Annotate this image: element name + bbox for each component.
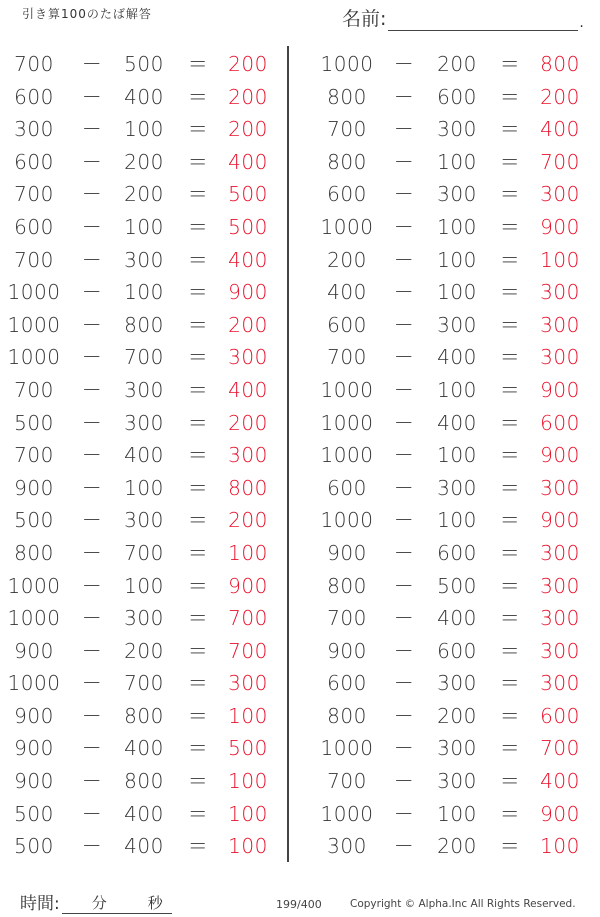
minus-sign: － [393, 377, 415, 402]
minuend: 500 [14, 508, 54, 533]
equals-sign: ＝ [499, 182, 521, 207]
subtrahend: 100 [124, 214, 164, 239]
answer: 300 [540, 606, 580, 631]
subtrahend: 700 [124, 345, 164, 370]
subtrahend: 300 [437, 182, 477, 207]
minuend: 1000 [320, 214, 374, 239]
minus-sign: － [81, 834, 103, 859]
answer: 100 [228, 540, 268, 565]
answer: 900 [540, 377, 580, 402]
minus-sign: － [393, 671, 415, 696]
equals-sign: ＝ [499, 540, 521, 565]
name-blank-line [388, 8, 578, 31]
time-label: 時間: [20, 894, 60, 914]
minus-sign: － [393, 149, 415, 174]
minus-sign: － [81, 769, 103, 794]
minuend: 1000 [7, 606, 61, 631]
minuend: 1000 [320, 410, 374, 435]
minuend: 900 [14, 769, 54, 794]
equals-sign: ＝ [187, 736, 209, 761]
equals-sign: ＝ [187, 443, 209, 468]
equals-sign: ＝ [187, 149, 209, 174]
equals-sign: ＝ [499, 769, 521, 794]
minuend: 900 [14, 736, 54, 761]
minuend: 1000 [7, 573, 61, 598]
equals-sign: ＝ [499, 475, 521, 500]
answer: 200 [228, 410, 268, 435]
subtrahend: 600 [437, 84, 477, 109]
minuend: 1000 [320, 736, 374, 761]
column-divider [287, 46, 289, 862]
equals-sign: ＝ [499, 247, 521, 272]
subtrahend: 700 [124, 540, 164, 565]
minuend: 1000 [320, 801, 374, 826]
subtrahend: 100 [437, 280, 477, 305]
subtrahend: 300 [124, 606, 164, 631]
subtrahend: 400 [124, 736, 164, 761]
answer: 400 [540, 769, 580, 794]
minus-sign: － [393, 280, 415, 305]
minus-sign: － [81, 801, 103, 826]
equals-sign: ＝ [499, 117, 521, 142]
answer: 300 [540, 280, 580, 305]
minuend: 1000 [7, 345, 61, 370]
equals-sign: ＝ [187, 182, 209, 207]
equals-sign: ＝ [499, 214, 521, 239]
subtrahend: 100 [437, 801, 477, 826]
answer: 100 [228, 703, 268, 728]
equals-sign: ＝ [187, 280, 209, 305]
minuend: 800 [327, 84, 367, 109]
answer: 100 [540, 834, 580, 859]
minus-sign: － [81, 638, 103, 663]
minus-sign: － [393, 573, 415, 598]
subtrahend: 600 [437, 540, 477, 565]
equals-sign: ＝ [499, 443, 521, 468]
answer: 100 [540, 247, 580, 272]
subtrahend: 800 [124, 769, 164, 794]
seconds-label: 秒 [147, 894, 163, 912]
minuend: 700 [327, 345, 367, 370]
equals-sign: ＝ [187, 345, 209, 370]
minuend: 800 [327, 573, 367, 598]
minuend: 700 [327, 117, 367, 142]
subtrahend: 100 [437, 149, 477, 174]
minuend: 800 [327, 703, 367, 728]
time-blank-line [62, 893, 172, 914]
minuend: 1000 [320, 443, 374, 468]
subtrahend: 100 [437, 214, 477, 239]
minus-sign: － [393, 214, 415, 239]
answer: 100 [228, 769, 268, 794]
subtrahend: 300 [437, 769, 477, 794]
minuend: 500 [14, 410, 54, 435]
answer: 200 [228, 52, 268, 76]
answer: 900 [540, 508, 580, 533]
minuend: 800 [14, 540, 54, 565]
answer: 300 [540, 475, 580, 500]
equals-sign: ＝ [499, 638, 521, 663]
equals-sign: ＝ [499, 801, 521, 826]
answer: 200 [540, 84, 580, 109]
minuend: 600 [327, 671, 367, 696]
minuend: 700 [327, 769, 367, 794]
equals-sign: ＝ [499, 410, 521, 435]
minus-sign: － [81, 606, 103, 631]
answer: 900 [540, 443, 580, 468]
answer: 700 [228, 606, 268, 631]
equals-sign: ＝ [187, 769, 209, 794]
subtrahend: 400 [124, 801, 164, 826]
minus-sign: － [393, 443, 415, 468]
minuend: 400 [327, 280, 367, 305]
equals-sign: ＝ [499, 671, 521, 696]
minus-sign: － [393, 540, 415, 565]
answer: 900 [228, 573, 268, 598]
subtrahend: 300 [124, 247, 164, 272]
equals-sign: ＝ [187, 638, 209, 663]
minus-sign: － [393, 410, 415, 435]
minus-sign: － [393, 769, 415, 794]
answer: 500 [228, 214, 268, 239]
minus-sign: － [393, 801, 415, 826]
answer: 500 [228, 182, 268, 207]
minuend: 600 [14, 84, 54, 109]
minus-sign: － [393, 312, 415, 337]
page-number: 199/400 [276, 898, 322, 911]
equals-sign: ＝ [187, 247, 209, 272]
answer: 400 [228, 377, 268, 402]
minuend: 900 [327, 638, 367, 663]
subtrahend: 200 [124, 149, 164, 174]
subtrahend: 300 [437, 671, 477, 696]
minus-sign: － [81, 410, 103, 435]
minus-sign: － [393, 703, 415, 728]
minuend: 600 [327, 475, 367, 500]
minus-sign: － [81, 377, 103, 402]
answer: 500 [228, 736, 268, 761]
minus-sign: － [81, 149, 103, 174]
answer: 700 [228, 638, 268, 663]
minuend: 200 [327, 247, 367, 272]
equals-sign: ＝ [187, 540, 209, 565]
subtrahend: 100 [437, 247, 477, 272]
subtrahend: 400 [437, 410, 477, 435]
minuend: 500 [14, 834, 54, 859]
minuend: 1000 [7, 312, 61, 337]
answer: 800 [228, 475, 268, 500]
minuend: 700 [14, 443, 54, 468]
subtrahend: 300 [124, 508, 164, 533]
minus-sign: － [393, 475, 415, 500]
equals-sign: ＝ [499, 834, 521, 859]
minus-sign: － [393, 84, 415, 109]
minus-sign: － [81, 312, 103, 337]
answer: 100 [228, 801, 268, 826]
answer: 700 [540, 149, 580, 174]
equals-sign: ＝ [499, 508, 521, 533]
minus-sign: － [81, 280, 103, 305]
equals-sign: ＝ [499, 703, 521, 728]
subtrahend: 100 [124, 117, 164, 142]
minus-sign: － [393, 52, 415, 76]
answer: 400 [540, 117, 580, 142]
equals-sign: ＝ [187, 84, 209, 109]
minus-sign: － [81, 443, 103, 468]
subtrahend: 200 [124, 638, 164, 663]
subtrahend: 800 [124, 312, 164, 337]
subtrahend: 100 [124, 573, 164, 598]
minus-sign: － [81, 703, 103, 728]
minuend: 600 [327, 182, 367, 207]
subtrahend: 100 [124, 280, 164, 305]
minus-sign: － [81, 84, 103, 109]
minuend: 300 [327, 834, 367, 859]
minus-sign: － [81, 345, 103, 370]
minus-sign: － [393, 736, 415, 761]
minus-sign: － [81, 182, 103, 207]
minuend: 1000 [7, 671, 61, 696]
minuend: 700 [327, 606, 367, 631]
answer: 200 [228, 117, 268, 142]
equals-sign: ＝ [187, 52, 209, 76]
equals-sign: ＝ [187, 214, 209, 239]
minuend: 300 [14, 117, 54, 142]
equals-sign: ＝ [499, 606, 521, 631]
answer: 300 [540, 573, 580, 598]
subtrahend: 500 [437, 573, 477, 598]
subtrahend: 400 [124, 84, 164, 109]
minuend: 1000 [320, 508, 374, 533]
subtrahend: 400 [124, 443, 164, 468]
answer: 900 [540, 801, 580, 826]
answer: 300 [540, 540, 580, 565]
equals-sign: ＝ [499, 377, 521, 402]
answer: 300 [540, 345, 580, 370]
minus-sign: － [81, 736, 103, 761]
subtrahend: 300 [437, 475, 477, 500]
subtrahend: 800 [124, 703, 164, 728]
minuend: 800 [327, 149, 367, 174]
subtrahend: 300 [124, 410, 164, 435]
equals-sign: ＝ [187, 508, 209, 533]
minuend: 700 [14, 377, 54, 402]
minus-sign: － [393, 117, 415, 142]
equals-sign: ＝ [187, 703, 209, 728]
name-label: 名前: [342, 8, 387, 30]
minus-sign: － [81, 117, 103, 142]
minuend: 600 [14, 149, 54, 174]
copyright-notice: Copyright © Alpha.Inc All Rights Reserved. [350, 898, 576, 910]
minus-sign: － [393, 638, 415, 663]
worksheet-title: 引き算100のたば解答 [22, 7, 152, 21]
subtrahend: 600 [437, 638, 477, 663]
subtrahend: 200 [124, 182, 164, 207]
minus-sign: － [393, 606, 415, 631]
equals-sign: ＝ [187, 377, 209, 402]
answer: 900 [228, 280, 268, 305]
answer: 600 [540, 410, 580, 435]
minus-sign: － [393, 182, 415, 207]
minus-sign: － [81, 508, 103, 533]
subtrahend: 100 [124, 475, 164, 500]
minus-sign: － [81, 247, 103, 272]
minus-sign: － [393, 247, 415, 272]
subtrahend: 100 [437, 508, 477, 533]
answer: 900 [540, 214, 580, 239]
minuend: 1000 [320, 52, 374, 76]
minus-sign: － [393, 834, 415, 859]
answer: 200 [228, 84, 268, 109]
minuend: 900 [14, 703, 54, 728]
equals-sign: ＝ [499, 149, 521, 174]
name-field [342, 4, 584, 31]
answer: 400 [228, 247, 268, 272]
subtrahend: 400 [437, 345, 477, 370]
answer: 300 [540, 638, 580, 663]
minuend: 700 [14, 182, 54, 207]
minuend: 500 [14, 801, 54, 826]
minus-sign: － [81, 475, 103, 500]
answer: 200 [228, 312, 268, 337]
equals-sign: ＝ [187, 834, 209, 859]
subtrahend: 400 [124, 834, 164, 859]
answer: 800 [540, 52, 580, 76]
minus-sign: － [81, 671, 103, 696]
subtrahend: 300 [437, 117, 477, 142]
answer: 300 [540, 182, 580, 207]
equals-sign: ＝ [187, 117, 209, 142]
minuend: 700 [14, 52, 54, 76]
equals-sign: ＝ [499, 736, 521, 761]
equals-sign: ＝ [187, 312, 209, 337]
subtrahend: 100 [437, 377, 477, 402]
answer: 700 [540, 736, 580, 761]
equals-sign: ＝ [187, 573, 209, 598]
answer: 300 [228, 671, 268, 696]
subtrahend: 200 [437, 834, 477, 859]
minuend: 900 [327, 540, 367, 565]
equals-sign: ＝ [187, 801, 209, 826]
subtrahend: 700 [124, 671, 164, 696]
minuend: 600 [14, 214, 54, 239]
subtrahend: 300 [437, 736, 477, 761]
answer: 200 [228, 508, 268, 533]
equals-sign: ＝ [499, 84, 521, 109]
minus-sign: － [393, 345, 415, 370]
answer: 300 [228, 345, 268, 370]
equals-sign: ＝ [499, 52, 521, 76]
answer: 300 [540, 671, 580, 696]
answer: 300 [228, 443, 268, 468]
minus-sign: － [81, 214, 103, 239]
equals-sign: ＝ [187, 410, 209, 435]
equals-sign: ＝ [499, 280, 521, 305]
minuend: 600 [327, 312, 367, 337]
equals-sign: ＝ [187, 671, 209, 696]
minus-sign: － [81, 573, 103, 598]
subtrahend: 200 [437, 52, 477, 76]
subtrahend: 300 [124, 377, 164, 402]
minus-sign: － [393, 508, 415, 533]
minus-sign: － [81, 540, 103, 565]
subtrahend: 200 [437, 703, 477, 728]
name-end-mark: . [579, 15, 584, 31]
answer: 600 [540, 703, 580, 728]
minuend: 900 [14, 475, 54, 500]
minuend: 900 [14, 638, 54, 663]
equals-sign: ＝ [499, 345, 521, 370]
time-field [20, 889, 172, 914]
minus-sign: － [81, 52, 103, 76]
minuend: 1000 [7, 280, 61, 305]
equals-sign: ＝ [187, 475, 209, 500]
subtrahend: 100 [437, 443, 477, 468]
minuend: 1000 [320, 377, 374, 402]
subtrahend: 300 [437, 312, 477, 337]
subtrahend: 500 [124, 52, 164, 76]
minutes-label: 分 [91, 894, 107, 912]
answer: 300 [540, 312, 580, 337]
equals-sign: ＝ [187, 606, 209, 631]
answer: 100 [228, 834, 268, 859]
subtrahend: 400 [437, 606, 477, 631]
equals-sign: ＝ [499, 573, 521, 598]
minuend: 700 [14, 247, 54, 272]
equals-sign: ＝ [499, 312, 521, 337]
answer: 400 [228, 149, 268, 174]
